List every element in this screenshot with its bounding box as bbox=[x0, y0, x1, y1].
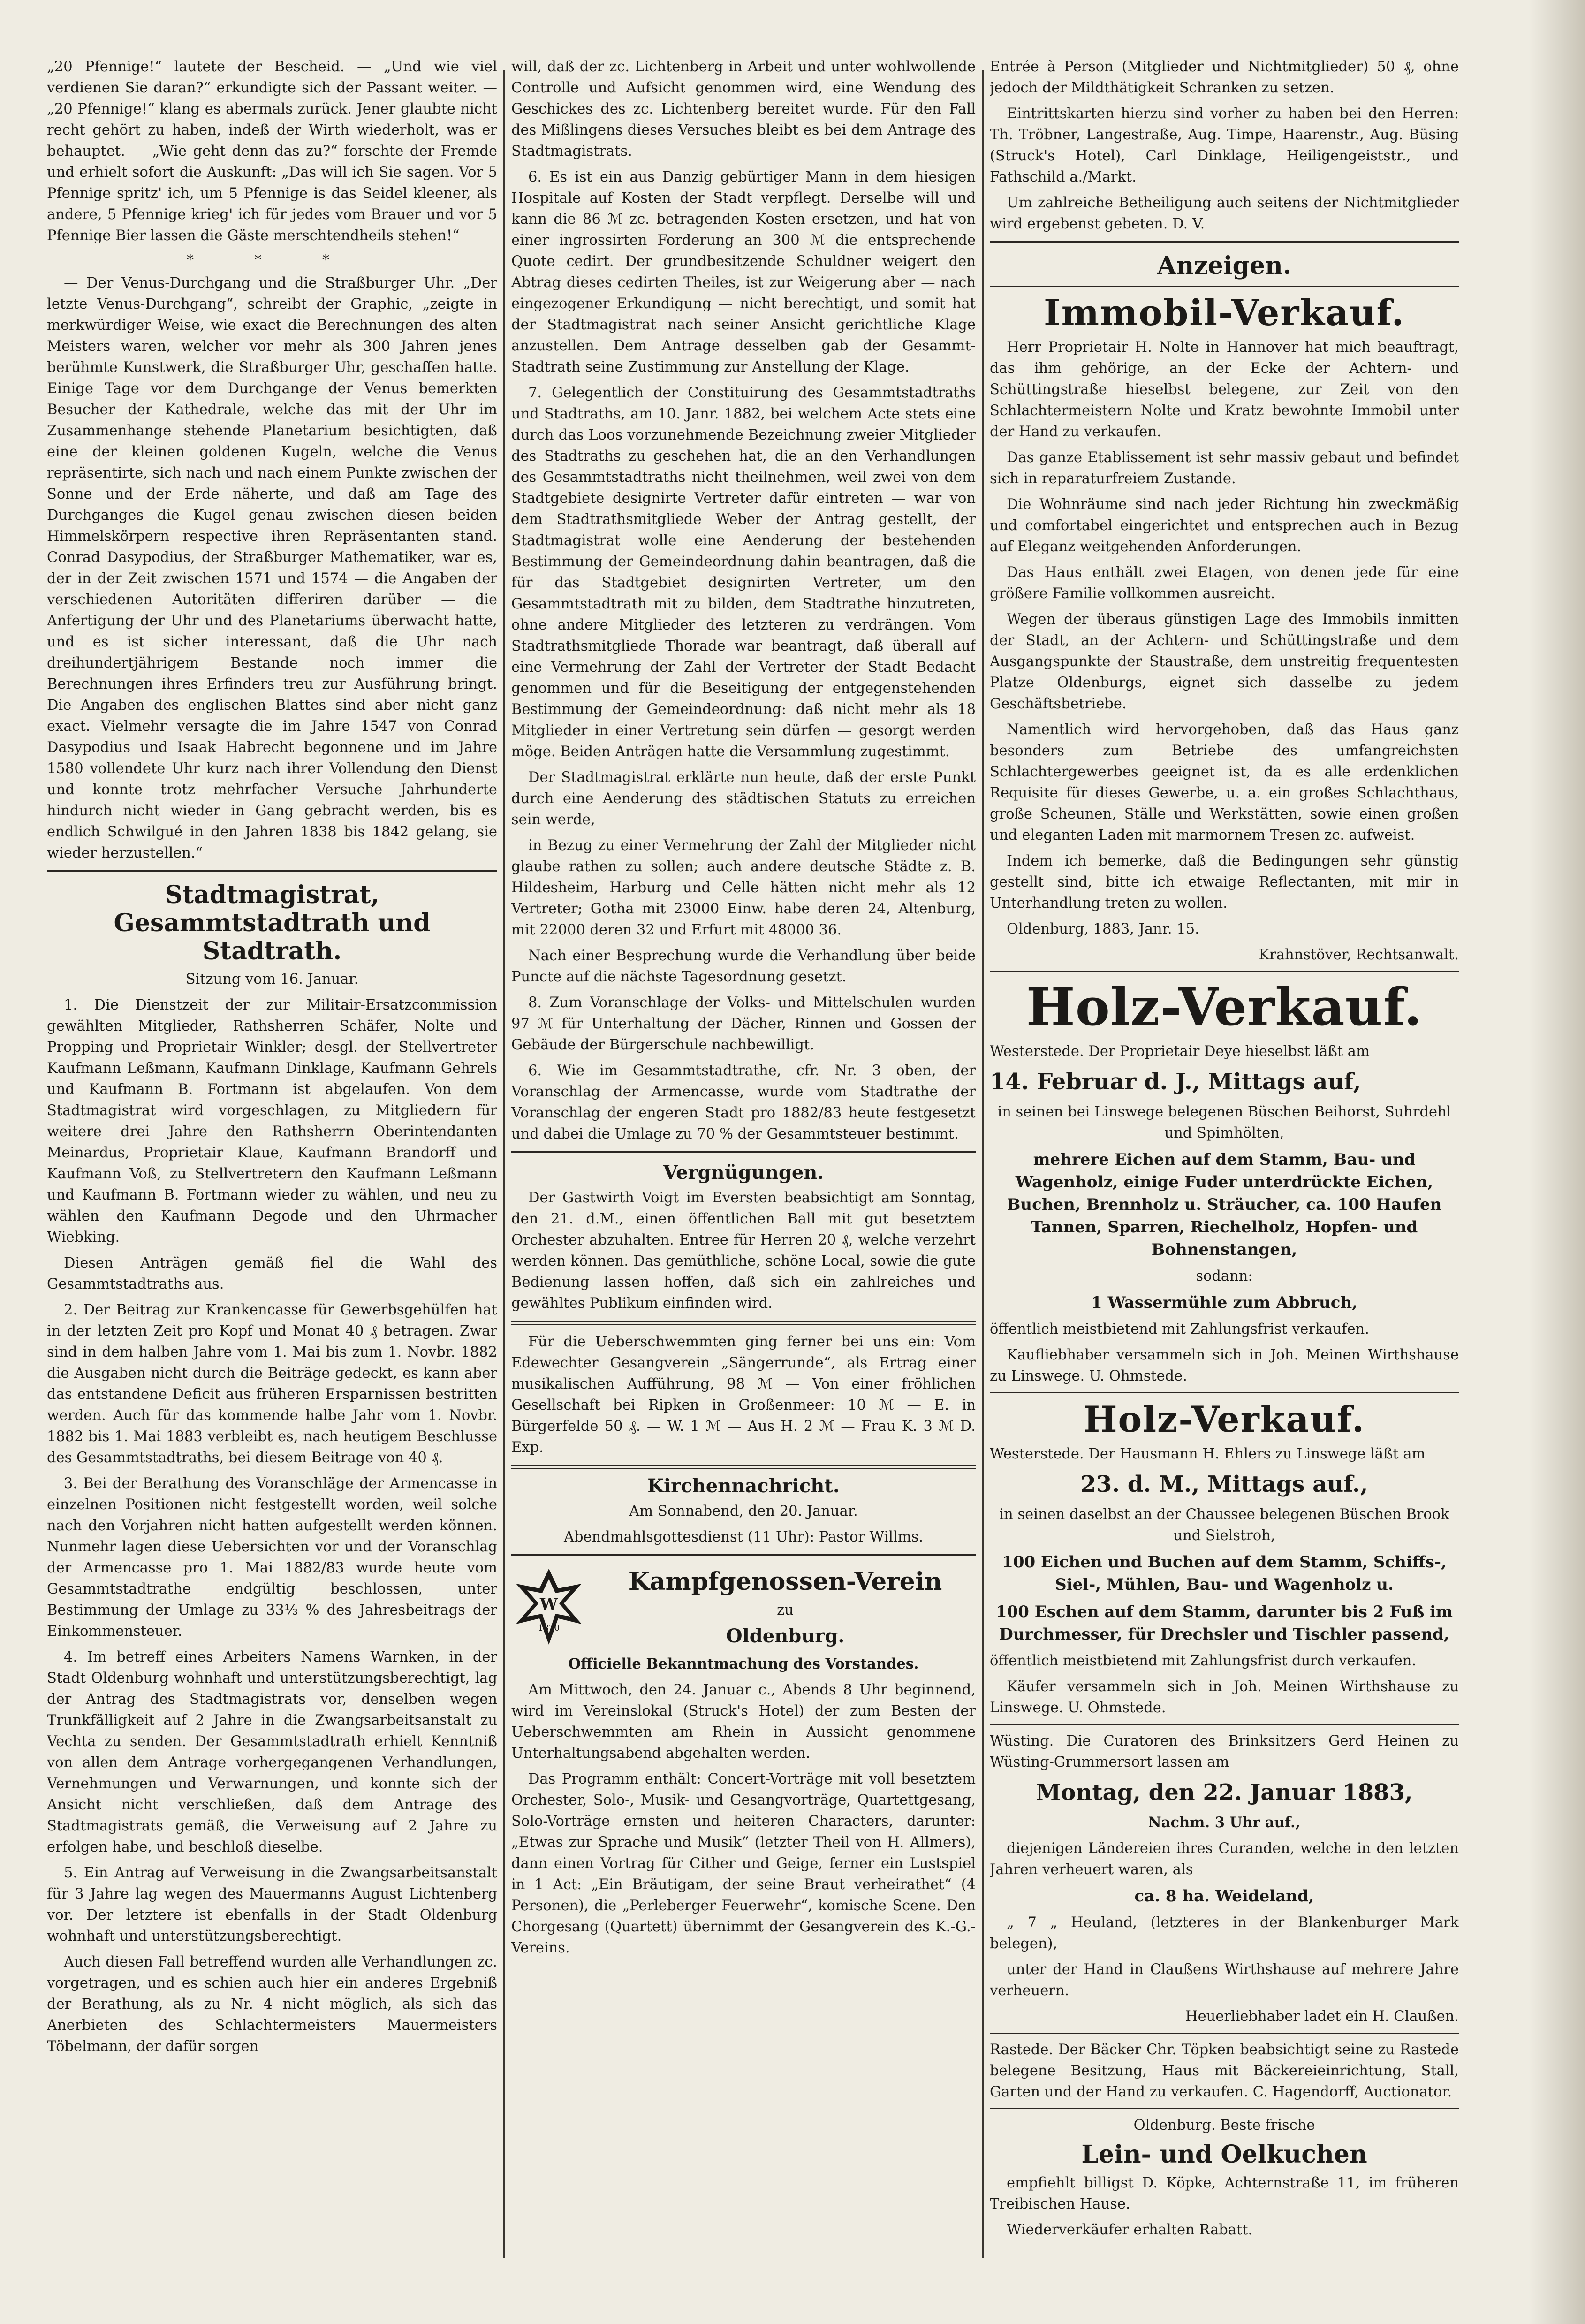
section-rule bbox=[511, 1554, 976, 1558]
vergnuegungen-heading: Vergnügungen. bbox=[663, 1162, 824, 1184]
holz2-para-2: 100 Eichen und Buchen auf dem Stamm, Schiffs-, Siel-, Mühlen, Bau- und Wagenholz u. bbox=[1002, 1553, 1447, 1595]
c2-para-6: Nach einer Besprechung wurde die Verhandlung über beide Puncte auf die nächste Tagesordnung gesetzt. bbox=[511, 948, 976, 985]
c2-para-7: 8. Zum Voranschlage der Volks- und Mittelschulen wurden 97 ℳ für Unterhaltung der Dächer, Rinnen und Gossen der Gebäude der Bürgerschule nachbewilligt. bbox=[511, 995, 976, 1053]
column-divider-2 bbox=[982, 70, 984, 2258]
holz1-para-2: mehrere Eichen auf dem Stamm, Bau- und Wagenholz, einige Fuder unterdrückte Eichen, Buchen, Brennholz u. Sträucher, ca. 100 Haufen Tannen, Sparren, Riechelholz, Hopfen- und Bohnenstangen, bbox=[1007, 1150, 1442, 1259]
wuesting-para-3: „ 7 „ Heuland, (letzteres in der Blankenburger Mark belegen), bbox=[990, 1914, 1459, 1952]
kirchennachricht-heading: Kirchennachricht. bbox=[647, 1475, 840, 1497]
stadt-para-7: Auch diesen Fall betreffend wurden alle Verhandlungen zc. vorgetragen, und es schien auch hier ein anderes Ergebniß der Berathung, als zu Nr. 4 nicht möglich, als sich das Anerbieten des Schlachtermeisters Mauermeisters Töbelmann, der dafür sorgen bbox=[47, 1954, 497, 2055]
kampf-heading: Kampfgenossen-Verein bbox=[628, 1567, 942, 1596]
cross-letter: W bbox=[539, 1595, 558, 1614]
wuesting-para-4: unter der Hand in Claußens Wirthshause auf mehrere Jahre verheuern. bbox=[990, 1961, 1459, 1999]
c2-para-4: Der Stadtmagistrat erklärte nun heute, daß der erste Punkt durch eine Aenderung des städtischen Statuts zu erreichen sein werde, bbox=[511, 769, 976, 828]
holz1-intro: Westerstede. Der Proprietair Deye hieselbst läßt am bbox=[990, 1043, 1370, 1060]
sitzung-date: Sitzung vom 16. Januar. bbox=[185, 971, 359, 988]
immobil-para-1: Herr Proprietair H. Nolte in Hannover hat mich beauftragt, das ihm gehörige, an der Ecke der Achtern- und Schüttingstraße hieselbst belegene, zur Zeit von den Schlachtermeistern Nolte und Kratz bewohnte Immobil unter der Hand zu verkaufen. bbox=[990, 339, 1459, 440]
c3-top-2: Eintrittskarten hierzu sind vorher zu haben bei den Herren: Th. Tröbner, Langestraße, Aug. Timpe, Haarenstr., Aug. Büsing (Struck's Hotel), Carl Dinklage, Heiligengeiststr., und Fathschild a./Markt. bbox=[990, 106, 1459, 185]
c3-top-1: Entrée à Person (Mitglieder und Nichtmitglieder) 50 ₰, ohne jedoch der Mildthätigkeit Schranken zu setzen. bbox=[990, 59, 1459, 96]
c3-top-3: Um zahlreiche Betheiligung auch seitens der Nichtmitglieder wird ergebenst gebeten. D. V. bbox=[990, 195, 1459, 232]
column-1 bbox=[47, 56, 497, 2286]
immobil-para-4: Das Haus enthält zwei Etagen, von denen jede für eine größere Familie vollkommen ausreicht. bbox=[990, 564, 1459, 602]
section-rule bbox=[990, 241, 1459, 245]
c2-para-3: 7. Gelegentlich der Constituirung des Gesammtstadtraths und Stadtraths, am 10. Janr. 1882, bei welchem Acte stets eine durch das Loos vorzunehmende Bezeichnung zweier Mitglieder des Stadtraths zu geschehen hat, die an den Verhandlungen des Gesammtstadtraths nicht theilnehmen, weil zwei von dem Stadtgebiete designirte Vertreter dafür eintreten — war von dem Stadtrathsmitgliede Weber der Antrag gestellt, der Stadtmagistrat wolle eine Aenderung der bestehenden Bestimmung der Gemeindeordnung dahin beantragen, daß die für das Stadtgebiet designirten Vertreter, um den Gesammtstadtrath mit zu bilden, dem Stadtrathe hinzutreten, ohne andere Mitglieder des letzteren zu verdrängen. Vom Stadtrathsmitgliede Thorade war beantragt, daß überall auf eine Vermehrung der Zahl der Vertreter der Stadt Bedacht genommen und für die Beseitigung der entgegenstehenden Bestimmung der Gemeindeordnung: daß nicht mehr als 18 Mitglieder in einer Vertretung sein dürfen — gesorgt werden möge. Beiden Anträgen hatte die Versammlung zugestimmt. bbox=[511, 385, 976, 760]
immobil-sign-date: Oldenburg, 1883, Janr. 15. bbox=[1007, 921, 1199, 938]
holz1-date: 14. Februar d. J., Mittags auf, bbox=[990, 1068, 1361, 1095]
immobil-para-6: Namentlich wird hervorgehoben, daß das Haus ganz besonders zum Betriebe des umfangreichsten Schlachtergewerbes geeignet ist, da es alle erdenklichen Requisite für dieses Gewerbe, u. a. ein großes Schlachthaus, große Scheunen, Ställe und Werkstätten, sowie einen großen und eleganten Laden mit marmornem Tresen zc. aufweist. bbox=[990, 722, 1459, 844]
lein-intro: Oldenburg. Beste frische bbox=[1133, 2117, 1315, 2134]
lein-last: Wiederverkäufer erhalten Rabatt. bbox=[1007, 2221, 1253, 2238]
column-2 bbox=[511, 56, 976, 2286]
thin-rule bbox=[990, 1724, 1459, 1725]
immobil-para-3: Die Wohnräume sind nach jeder Richtung hin zweckmäßig und comfortabel eingerichtet und entsprechen auch in Bezug auf Eleganz weitgehenden Anforderungen. bbox=[990, 496, 1459, 555]
kampf-zu: zu bbox=[777, 1602, 794, 1618]
vergnuegungen-text: Der Gastwirth Voigt im Eversten beabsichtigt am Sonntag, den 21. d.M., einen öffentlichen Ball mit gut besetztem Orchester abzuhalten. Entree für Herren 20 ₰, welche verzehrt werden können. Das gemüthliche, schöne Local, sowie die gute Bedienung lassen hoffen, daß sich ein zahlreiches und gewähltes Publikum einfinden wird. bbox=[511, 1190, 976, 1312]
holz-verkauf-heading-1: Holz-Verkauf. bbox=[1026, 977, 1423, 1038]
immobil-sign-name: Krahnstöver, Rechtsanwalt. bbox=[1259, 947, 1459, 964]
immobil-heading: Immobil-Verkauf. bbox=[1044, 291, 1405, 334]
immobil-para-7: Indem ich bemerke, daß die Bedingungen sehr günstig gestellt sind, bitte ich etwaige Reflectanten, mit mir in Unterhandlung treten zu wollen. bbox=[990, 853, 1459, 912]
holz2-para-4: öffentlich meistbietend mit Zahlungsfrist durch verkaufen. bbox=[990, 1653, 1417, 1670]
column-3 bbox=[990, 56, 1459, 2286]
holz2-para-3: 100 Eschen auf dem Stamm, darunter bis 2 Fuß im Durchmesser, für Drechsler und Tischler passend, bbox=[995, 1602, 1453, 1644]
stadtmagistrat-heading: Stadtmagistrat, Gesammtstadtrath und Stadtrath. bbox=[114, 881, 431, 965]
thin-rule bbox=[990, 971, 1459, 972]
immobil-para-2: Das ganze Etablissement ist sehr massiv gebaut und befindet sich in reparaturfreiem Zustande. bbox=[990, 449, 1459, 487]
wuesting-time: Nachm. 3 Uhr auf., bbox=[1148, 1814, 1301, 1831]
holz2-para-5: Käufer versammeln sich in Joh. Meinen Wirthshause zu Linswege. U. Ohmstede. bbox=[990, 1678, 1459, 1716]
wuesting-para-1: diejenigen Ländereien ihres Curanden, welche in den letzten Jahren verheuert waren, als bbox=[990, 1840, 1459, 1878]
holz1-para-3: sodann: bbox=[1196, 1268, 1253, 1284]
anzeigen-heading: Anzeigen. bbox=[1157, 251, 1291, 280]
wuesting-intro: Wüsting. Die Curatoren des Brinksitzers Gerd Heinen zu Wüsting-Grummersort lassen am bbox=[990, 1733, 1459, 1771]
stadt-para-4: 3. Bei der Berathung des Voranschläge der Armencasse in einzelnen Positionen nicht festgestellt worden, weil solche nach den Vorjahren nicht hatten aufgestellt werden können. Nunmehr lagen diese Uebersichten vor und der Voranschlag der Armencasse pro 1. Mai 1882/83 wurde heute vom Gesammtstadtrathe endgültig beschlossen, unter Bestimmung der Umlage zu 33⅓ % des Jahresbeitrags der Einkommensteuer. bbox=[47, 1475, 497, 1640]
stadt-para-1: 1. Die Dienstzeit der zur Militair-Ersatzcommission gewählten Mitglieder, Rathsherren Schäfer, Nolte und Propping und Proprietair Winkler; desgl. der Stellvertreter Kaufmann Leßmann, Kaufmann Dinklage, Kaufmann Gehrels und Kaufmann B. Fortmann ist abgelaufen. Von dem Stadtmagistrat wird vorgeschlagen, zu Mitgliedern für weitere drei Jahre den Rathsherrn Oberintendanten Meinardus, Proprietair Klaue, Kaufmann Brandorff und Kaufmann Voß, zu Stellvertretern den Kaufmann Leßmann und Kaufmann B. Fortmann wieder zu wählen, und neu zu wählen den Kaufmann Degode und den Uhrmacher Wiebking. bbox=[47, 997, 497, 1246]
column-divider-1 bbox=[503, 70, 505, 2258]
officielle-bekanntmachung: Officielle Bekanntmachung des Vorstandes. bbox=[568, 1655, 919, 1672]
lein-para: empfiehlt billigst D. Köpke, Achternstraße 11, im früheren Treibischen Hause. bbox=[990, 2174, 1459, 2212]
kampf-title-block bbox=[595, 1565, 976, 1651]
c2-para-5: in Bezug zu einer Vermehrung der Zahl der Mitglieder nicht glaube rathen zu sollen; auch andere deutsche Städte z. B. Hildesheim, Harburg und Celle hätten nicht mehr als 12 Vertreter; Gotha mit 23000 Einw. habe deren 24, Altenburg, mit 22000 deren 32 und Erfurt mit 48000 36. bbox=[511, 837, 976, 938]
wuesting-para-2: ca. 8 ha. Weideland, bbox=[1134, 1887, 1314, 1906]
c2-para-2: 6. Es ist ein aus Danzig gebürtiger Mann in dem hiesigen Hospitale auf Kosten der Stadt verpflegt. Derselbe will und kann die 86 ℳ zc. betragenden Kosten ersetzen, und hat von einer ingrossirten Forderung an 300 ℳ die entsprechende Quote cedirt. Der grundbesitzende Schuldner weigert den Abtrag dieses cedirten Theiles, ist zur Weigerung aber — nach eingezogener Erkundigung — nicht berechtigt, und somit hat der Stadtmagistrat nach seiner Ansicht gerichtliche Klage anzustellen. Dem Antrage desselben gab der Gesammt-Stadtrath seine Zustimmung zur Anstellung der Klage. bbox=[511, 169, 976, 375]
stadt-para-6: 5. Ein Antrag auf Verweisung in die Zwangsarbeitsanstalt für 3 Jahre lag wegen des Mauermanns August Lichtenberg vor. Der letztere ist ebenfalls in der Stadt Oldenburg wohnhaft und unterstützungsberechtigt. bbox=[47, 1865, 497, 1945]
section-rule bbox=[511, 1151, 976, 1155]
thin-rule bbox=[990, 286, 1459, 287]
kirchen-line-2: Abendmahlsgottesdienst (11 Uhr): Pastor Willms. bbox=[563, 1529, 924, 1545]
section-rule bbox=[511, 1465, 976, 1469]
holz-verkauf-heading-2: Holz-Verkauf. bbox=[1083, 1398, 1365, 1440]
holz2-para-1: in seinen daselbst an der Chaussee belegenen Büschen Brook und Sielstroh, bbox=[999, 1506, 1449, 1544]
holz1-para-1: in seinen bei Linswege belegenen Büschen Beihorst, Suhrdehl und Spimhölten, bbox=[997, 1103, 1451, 1141]
thin-rule bbox=[990, 2033, 1459, 2034]
wuesting-date: Montag, den 22. Januar 1883, bbox=[1036, 1779, 1413, 1806]
c2-para-1: will, daß der zc. Lichtenberg in Arbeit und unter wohlwollende Controlle und Aufsicht genommen wird, eine Wendung des Geschickes des zc. Lichtenberg bereitet wurde. Für den Fall des Mißlingens dieses Versuches bleibt es bei dem Antrage des Stadtmagistrats. bbox=[511, 59, 976, 159]
stadt-para-3: 2. Der Beitrag zur Krankencasse für Gewerbsgehülfen hat in der letzten Zeit pro Kopf und Monat 40 ₰ betragen. Zwar sind in dem halben Jahre vom 1. Mai bis zum 1. Novbr. 1882 die Ausgaben nicht durch die Beiträge gedeckt, es kann aber das entstandene Deficit aus früheren Ersparnissen bestritten werden. Auch für das kommende halbe Jahr vom 1. Novbr. 1882 bis 1. Mai 1883 verbleibt es, nach heutigem Beschlusse des Gesammtstadtraths, bei diesem Beitrage von 40 ₰. bbox=[47, 1302, 497, 1466]
kampf-para-2: Das Programm enthält: Concert-Vorträge mit voll besetztem Orchester, Solo-, Musik- und Gesangvorträge, Quartettgesang, Solo-Vorträge ernsten und heiteren Characters, darunter: „Etwas zur Sprache und Musik“ (letzter Theil von H. Allmers), dann einen Vortrag für Cither und Geige, ferner ein Lustspiel in 1 Act: „Ein Bräutigam, der seine Braut verheirathet“ (4 Personen), die „Perleberger Feuerwehr“, komische Scene. Den Chorgesang (Quartett) übernimmt der Gesangverein des K.-G.-Vereins. bbox=[511, 1770, 976, 1956]
holz2-date: 23. d. M., Mittags auf., bbox=[1080, 1471, 1368, 1498]
holz1-para-6: Kaufliebhaber versammeln sich in Joh. Meinen Wirthshause zu Linswege. U. Ohmstede. bbox=[990, 1346, 1459, 1384]
scan-edge-shadow bbox=[1529, 0, 1585, 2324]
holz1-para-4: 1 Wassermühle zum Abbruch, bbox=[1091, 1293, 1358, 1312]
stadt-para-5: 4. Im betreff eines Arbeiters Namens Warnken, in der Stadt Oldenburg wohnhaft und unterstützungsberechtigt, lag der Antrag des Stadtmagistrats vor, denselben wegen Trunkfälligkeit auf 2 Jahre in die Zwangsarbeitsanstalt zu Vechta zu senden. Der Gesammtstadtrath erhielt Kenntniß von allen dem Antrage vorhergegangenen Verhandlungen, Vernehmungen und Verwarnungen, und konnte sich der Ansicht nicht verschließen, daß dem Antrage des Stadtmagistrats gemäß, die Verweisung auf 2 Jahre zu erfolgen habe, und beschloß dieselbe. bbox=[47, 1649, 497, 1856]
kampf-para-1: Am Mittwoch, den 24. Januar c., Abends 8 Uhr beginnend, wird im Vereinslokal (Struck's Hotel) der zum Besten der Ueberschwemmten am Rhein in Aussicht genommene Unterhaltungsabend abgehalten werden. bbox=[511, 1681, 976, 1762]
thin-rule bbox=[990, 1392, 1459, 1393]
kampf-city: Oldenburg. bbox=[726, 1625, 845, 1647]
kampf-header-block bbox=[511, 1565, 976, 1651]
holz1-para-5: öffentlich meistbietend mit Zahlungsfrist verkaufen. bbox=[990, 1321, 1369, 1337]
iron-cross-icon bbox=[511, 1565, 586, 1649]
cross-year: 1870 bbox=[538, 1623, 560, 1633]
thin-rule bbox=[990, 2108, 1459, 2109]
holz2-intro: Westerstede. Der Hausmann H. Ehlers zu Linswege läßt am bbox=[990, 1446, 1426, 1463]
lein-heading: Lein- und Oelkuchen bbox=[1081, 2140, 1367, 2169]
rastede-para: Rastede. Der Bäcker Chr. Töpken beabsichtigt seine zu Rastede belegene Besitzung, Haus mit Bäckereieinrichtung, Stall, Garten und der Hand zu verkaufen. C. Hagendorff, Auctionator. bbox=[990, 2042, 1459, 2101]
section-rule bbox=[47, 870, 497, 874]
section-stars: * * * bbox=[186, 252, 358, 268]
ueberschwemmten-text: Für die Ueberschwemmten ging ferner bei uns ein: Vom Edewechter Gesangverein „Sängerrunde“, als Ertrag einer musikalischen Aufführung, 98 ℳ — Von einer fröhlichen Gesellschaft bei Ripken in Großenmeer: 10 ℳ — E. in Bürgerfelde 50 ₰. — W. 1 ℳ — Aus H. 2 ℳ — Frau K. 3 ℳ D. Exp. bbox=[511, 1334, 976, 1456]
c2-para-8: 6. Wie im Gesammtstadtrathe, cfr. Nr. 3 oben, der Voranschlag der Armencasse, wurde vom Stadtrathe der Voranschlag der engeren Stadt pro 1882/83 heute festgesetzt und dabei die Umlage zu 70 % der Gesammtsteuer bestimmt. bbox=[511, 1063, 976, 1142]
quote-paragraph: „20 Pfennige!“ lautete der Bescheid. — „Und wie viel verdienen Sie daran?“ erkundigte sich der Passant weiter. — „20 Pfennige!“ klang es abermals zurück. Jener glaubte nicht recht gehört zu haben, indeß der Wirth wiederholt, was er behauptet. — „Wie geht denn das zu?“ forschte der Fremde und erhielt sofort die Auskunft: „Das will ich Sie sagen. Vor 5 Pfennige spritz' ich, um 5 Pfennige is das Seidel kleener, als andere, 5 Pfennige krieg' ich für jedes vom Brauer und vor 5 Pfennige Bier lassen die Gäste merschtendheils stehen!“ bbox=[47, 59, 497, 244]
stadt-para-2: Diesen Anträgen gemäß fiel die Wahl des Gesammtstadtraths aus. bbox=[47, 1255, 497, 1293]
immobil-para-5: Wegen der überaus günstigen Lage des Immobils inmitten der Stadt, an der Achtern- und Schüttingstraße und dem Ausgangspunkte der Staustraße, dem unstreitig frequentesten Platze Oldenburgs, eignet sich dasselbe zu jedem Geschäftsbetriebe. bbox=[990, 611, 1459, 713]
kirchen-line-1: Am Sonnabend, den 20. Januar. bbox=[629, 1503, 858, 1519]
venus-article: — Der Venus-Durchgang und die Straßburger Uhr. „Der letzte Venus-Durchgang“, schreibt der Graphic, „zeigte in merkwürdiger Weise, wie exact die Berechnungen des alten Meisters waren, welcher vor mehr als 300 Jahren jenes berühmte Kunstwerk, die Straßburger Uhr, geschaffen hatte. Einige Tage vor dem Durchgange der Venus bemerkten Besucher der Kathedrale, welche das mit der Uhr im Zusammenhange stehende Planetarium besichtigten, daß eine der kleinen goldenen Kugeln, welche die Venus repräsentirte, sich nach und nach einem Punkte zwischen der Sonne und der Erde näherte, und daß am Tage des Durchganges die Kugel genau zwischen diesen beiden Himmelskörpern respective ihren Repräsentanten stand. Conrad Dasypodius, der Straßburger Mathematiker, war es, der in der Zeit zwischen 1571 und 1574 — die Angaben der verschiedenen Autoritäten differiren darüber — die Anfertigung der Uhr und des Planetariums überwacht hatte, und es ist sicher interessant, daß die Uhr nach dreihundertjährigem Bestande noch immer die Berechnungen ihres Erfinders treu zur Ausführung bringt. Die Angaben des englischen Blattes sind aber nicht ganz exact. Vielmehr versagte die im Jahre 1547 von Conrad Dasypodius und Isaak Habrecht begonnene und im Jahre 1580 vollendete Uhr kurz nach ihrer Vollendung den Dienst und konnte trotz mehrfacher Versuche Jahrhunderte hindurch nicht wieder in Gang gebracht werden, bis es endlich Schwilgué in den Jahren 1838 bis 1842 gelang, sie wieder herzustellen.“ bbox=[47, 275, 497, 861]
wuesting-para-5: Heuerliebhaber ladet ein H. Claußen. bbox=[1185, 2008, 1459, 2025]
section-rule bbox=[511, 1321, 976, 1325]
